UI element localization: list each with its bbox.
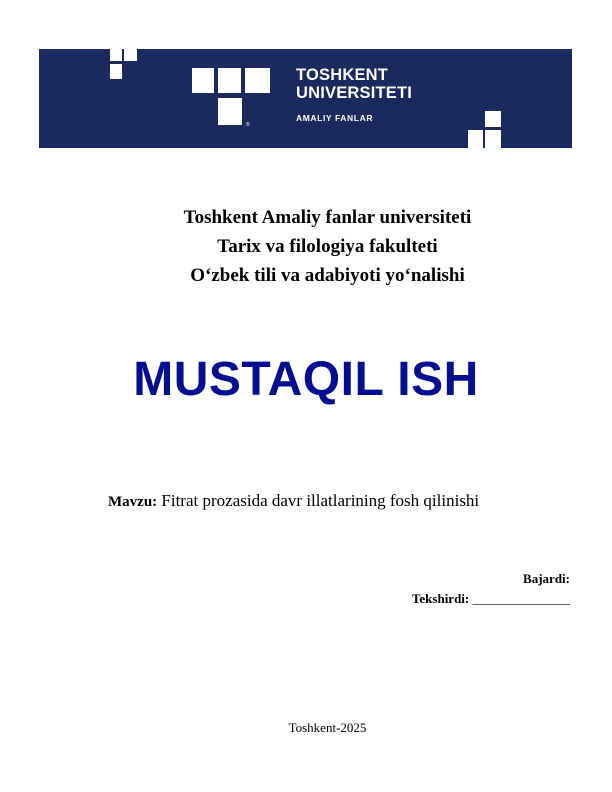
footer-city-year: Toshkent-2025	[288, 720, 367, 735]
bajardi-label: Bajardi:	[523, 571, 570, 586]
logo-line-1: TOSHKENT	[296, 66, 389, 84]
registered-mark: ®	[246, 122, 250, 128]
decor-square	[485, 111, 501, 127]
decor-square	[485, 130, 501, 148]
topic-label: Mavzu:	[108, 494, 158, 510]
topic-value: Fitrat prozasida davr illatlarining fosh qilinishi	[161, 491, 480, 510]
decor-square	[124, 49, 137, 61]
faculty-name: Tarix va filologiya fakulteti	[217, 236, 438, 257]
logo-text	[296, 66, 412, 123]
topic-line	[108, 491, 479, 511]
program-name: O‘zbek tili va adabiyoti yo‘nalishi	[190, 265, 465, 286]
tekshirdi-label: Tekshirdi:	[411, 591, 470, 606]
logo-line-3: AMALIY FANLAR	[296, 113, 374, 123]
document-title: MUSTAQIL ISH	[133, 353, 479, 406]
decor-square	[468, 130, 483, 148]
logo-line-2: UNIVERSITETI	[296, 84, 413, 102]
decor-square	[110, 64, 122, 79]
university-banner	[39, 49, 572, 148]
decor-square	[110, 49, 122, 61]
university-name: Toshkent Amaliy fanlar universiteti	[183, 207, 472, 228]
institution-header	[0, 203, 612, 290]
tekshirdi-line	[412, 591, 570, 607]
tekshirdi-blank: _______________	[472, 591, 570, 606]
